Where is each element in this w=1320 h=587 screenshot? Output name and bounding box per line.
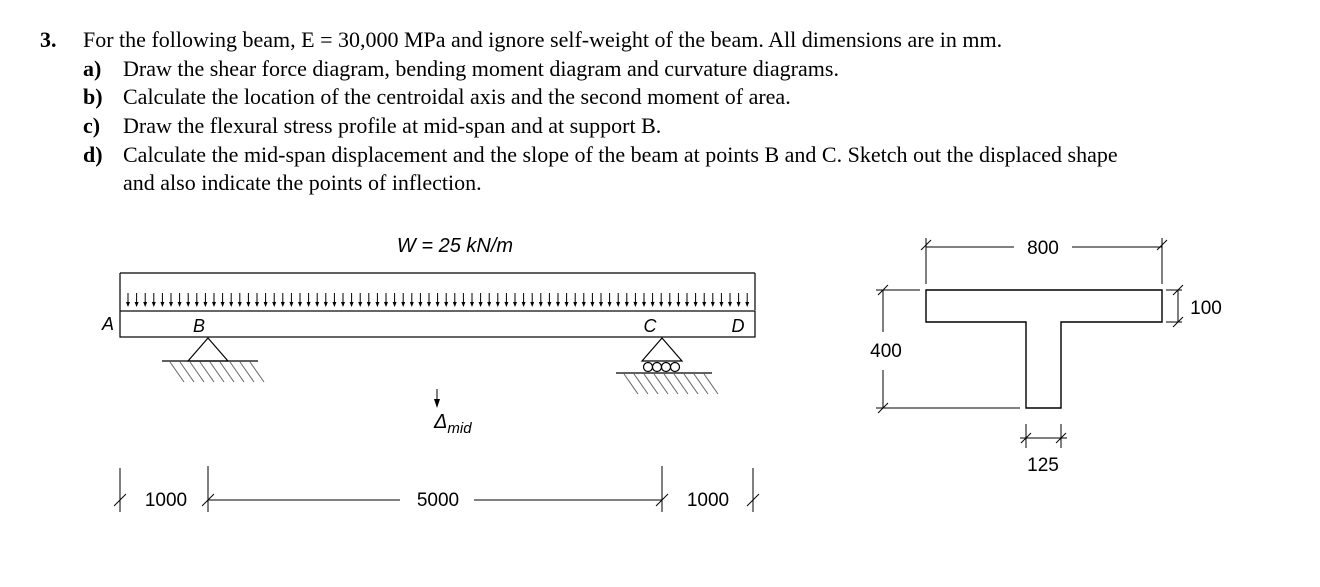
label-a: A — [101, 314, 115, 334]
part-d-letter: d) — [83, 142, 103, 167]
delta-subscript: mid — [447, 420, 472, 437]
load-arrow-head — [685, 302, 689, 307]
t-section — [870, 238, 1222, 476]
load-arrow-head — [410, 302, 414, 307]
load-arrow-head — [178, 302, 182, 307]
load-arrow-head — [436, 302, 440, 307]
load-arrow-head — [668, 302, 672, 307]
dim-total-depth: 400 — [870, 341, 902, 362]
load-arrow-head — [332, 302, 336, 307]
roller-hatching — [624, 374, 718, 394]
part-a-text: Draw the shear force diagram, bending moment diagram and curvature diagrams. — [123, 56, 839, 81]
load-arrow-head — [246, 302, 250, 307]
load-arrow-head — [582, 302, 586, 307]
load-arrow-head — [367, 302, 371, 307]
load-arrow-head — [135, 302, 139, 307]
load-arrow-head — [659, 302, 663, 307]
load-arrow-head — [539, 302, 543, 307]
load-arrow-head — [556, 302, 560, 307]
load-arrow-head — [384, 302, 388, 307]
label-b: B — [192, 316, 206, 336]
load-arrow-head — [195, 302, 199, 307]
delta-arrow-head — [434, 399, 440, 408]
load-arrow-head — [212, 302, 216, 307]
span-dimensions — [114, 466, 759, 512]
roller-wheel-4 — [671, 363, 680, 372]
load-arrow-head — [350, 302, 354, 307]
load-arrow-head — [229, 302, 233, 307]
question-number: 3. — [40, 27, 57, 52]
load-arrow-head — [513, 302, 517, 307]
dim-right: 1000 — [686, 490, 730, 511]
load-label: W = 25 kN/m — [396, 235, 514, 257]
load-arrow-head — [160, 302, 164, 307]
load-arrow-head — [358, 302, 362, 307]
roller-support-c — [616, 338, 718, 394]
load-arrow-head — [565, 302, 569, 307]
part-a-letter: a) — [83, 56, 102, 81]
load-arrow-head — [642, 302, 646, 307]
load-arrow-head — [711, 302, 715, 307]
load-arrow-head — [393, 302, 397, 307]
load-arrow-head — [143, 302, 147, 307]
delta-symbol: Δ — [434, 411, 448, 433]
load-arrow-head — [745, 302, 749, 307]
part-c-letter: c) — [83, 113, 101, 138]
roller-wheel-3 — [662, 363, 671, 372]
load-arrow-head — [444, 302, 448, 307]
load-arrow-head — [702, 302, 706, 307]
load-arrow-head — [341, 302, 345, 307]
load-arrow-head — [522, 302, 526, 307]
load-arrow-head — [272, 302, 276, 307]
load-arrow-head — [487, 302, 491, 307]
mid-displacement — [433, 389, 472, 437]
load-arrow-head — [599, 302, 603, 307]
pin-hatching — [170, 362, 264, 382]
load-arrow-head — [281, 302, 285, 307]
load-arrows — [126, 293, 749, 307]
load-arrow-head — [221, 302, 225, 307]
load-arrow-head — [307, 302, 311, 307]
load-arrow-head — [126, 302, 130, 307]
load-arrow-head — [737, 302, 741, 307]
dim-left: 1000 — [144, 490, 188, 511]
load-arrow-head — [547, 302, 551, 307]
delta-label — [433, 411, 472, 437]
load-arrow-head — [427, 302, 431, 307]
load-arrow-head — [530, 302, 534, 307]
label-c: C — [643, 316, 657, 336]
load-arrow-head — [401, 302, 405, 307]
load-arrow-head — [694, 302, 698, 307]
load-arrow-head — [453, 302, 457, 307]
load-arrow-head — [315, 302, 319, 307]
part-c-text: Draw the flexural stress profile at mid-span and at support B. — [123, 113, 662, 138]
load-arrow-head — [616, 302, 620, 307]
part-b-text: Calculate the location of the centroidal axis and the second moment of area. — [123, 84, 791, 109]
load-arrow-head — [470, 302, 474, 307]
load-arrow-head — [238, 302, 242, 307]
load-arrow-head — [504, 302, 508, 307]
load-arrow-head — [324, 302, 328, 307]
load-arrow-head — [496, 302, 500, 307]
roller-wheel-2 — [653, 363, 662, 372]
load-arrow-head — [651, 302, 655, 307]
distributed-load — [120, 273, 755, 310]
load-arrow-head — [573, 302, 577, 307]
part-d-text: Calculate the mid-span displacement and the slope of the beam at points B and C. Sketch out the displaced shape — [123, 142, 1118, 167]
load-arrow-head — [152, 302, 156, 307]
dim-middle: 5000 — [416, 490, 460, 511]
dim-flange-thickness: 100 — [1190, 298, 1222, 319]
load-arrow-head — [719, 302, 723, 307]
load-arrow-head — [676, 302, 680, 307]
t-section-outline — [926, 290, 1162, 408]
load-arrow-head — [169, 302, 173, 307]
load-arrow-head — [255, 302, 259, 307]
beam-body — [120, 311, 755, 337]
load-arrow-head — [418, 302, 422, 307]
part-b-letter: b) — [83, 84, 103, 109]
load-arrow-head — [375, 302, 379, 307]
load-arrow-head — [203, 302, 207, 307]
part-d-continuation: and also indicate the points of inflection. — [123, 170, 482, 195]
load-arrow-head — [186, 302, 190, 307]
dim-flange-width: 800 — [1027, 238, 1059, 259]
dim-web-width: 125 — [1027, 455, 1059, 476]
question-intro: For the following beam, E = 30,000 MPa and ignore self-weight of the beam. All dimensions are in mm. — [83, 27, 1003, 52]
load-arrow-head — [479, 302, 483, 307]
load-arrow-head — [461, 302, 465, 307]
label-d: D — [731, 316, 745, 336]
pin-triangle — [188, 338, 228, 361]
load-arrow-head — [633, 302, 637, 307]
load-arrow-head — [289, 302, 293, 307]
pin-support-b — [162, 338, 264, 382]
load-arrow-head — [264, 302, 268, 307]
load-arrow-head — [625, 302, 629, 307]
roller-triangle — [642, 338, 682, 361]
load-arrow-head — [590, 302, 594, 307]
load-arrow-head — [608, 302, 612, 307]
load-arrow-head — [728, 302, 732, 307]
load-arrow-head — [298, 302, 302, 307]
roller-wheel-1 — [644, 363, 653, 372]
